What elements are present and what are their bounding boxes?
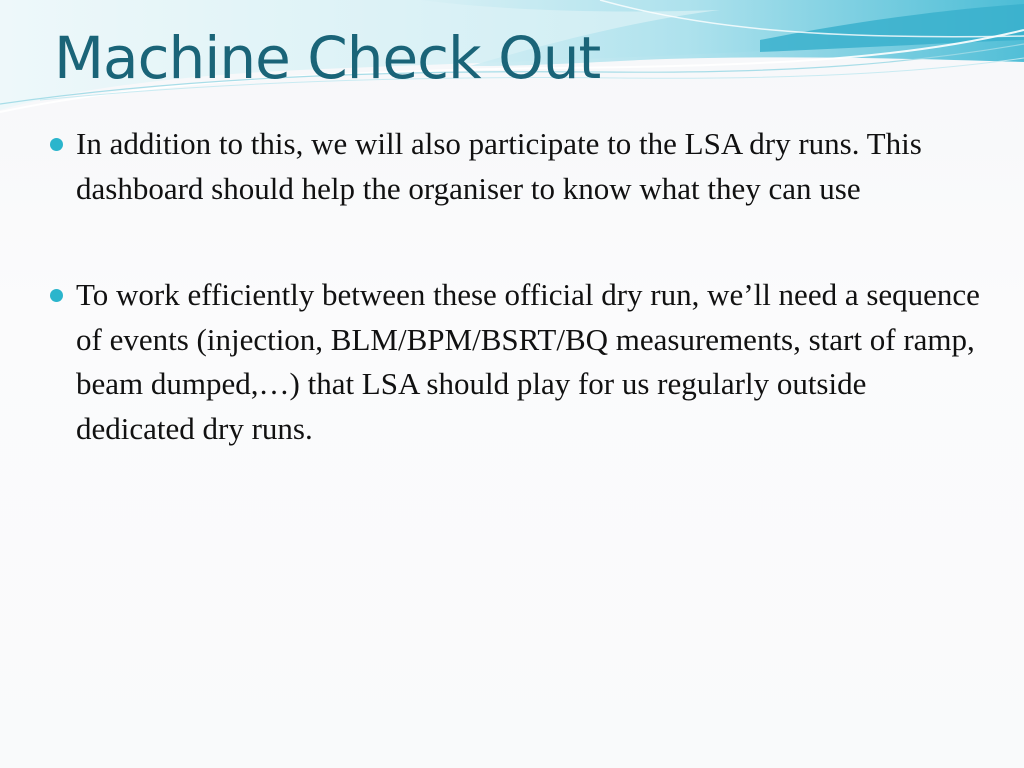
bullet-dot-icon	[50, 289, 63, 302]
bullet-text: To work efficiently between these official dry run, we’ll need a sequence of events (injection, BLM/BPM/BSRT/BQ measurements, start of ramp, beam dumped,…) that LSA should play for us regularly outside dedicated dry runs.	[76, 277, 980, 446]
bullet-dot-icon	[50, 138, 63, 151]
bullet-item	[50, 122, 980, 211]
bullet-list	[50, 122, 980, 451]
bullet-text: In addition to this, we will also participate to the LSA dry runs. This dashboard should help the organiser to know what they can use	[76, 126, 922, 206]
bullet-item	[50, 273, 980, 451]
slide-title: Machine Check Out	[54, 24, 601, 92]
